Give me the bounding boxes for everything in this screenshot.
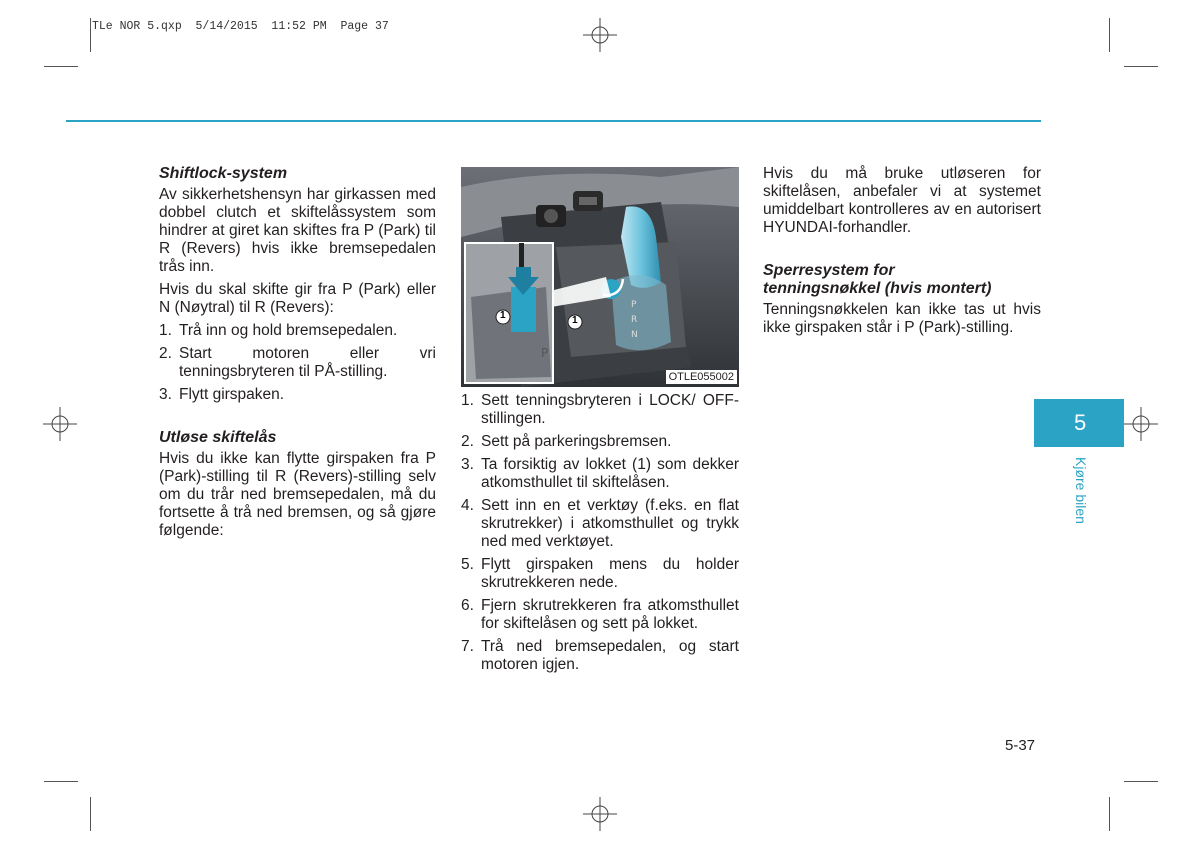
svg-text:P: P (541, 346, 549, 360)
list-item: 3. Ta forsiktig av lokket (1) som dekker atkomsthullet til skiftelåsen. (461, 456, 739, 491)
section-title-key-interlock: Sperresystem for tenningsnøkkel (hvis montert) (763, 262, 992, 297)
crop-mark (90, 18, 91, 52)
release-steps-list (461, 392, 739, 674)
crop-mark (90, 797, 91, 831)
header-rule (66, 120, 1041, 122)
section-title-release: Utløse skiftelås (159, 429, 277, 446)
svg-text:N: N (631, 330, 638, 340)
left-column (159, 165, 436, 545)
chapter-number: 5 (1074, 410, 1087, 435)
list-item: 7. Trå ned bremsepedalen, og start motoren igjen. (461, 638, 739, 673)
right-column (763, 165, 1041, 342)
chapter-tab (1034, 399, 1124, 447)
svg-text:P: P (631, 300, 637, 310)
print-slug: TLe NOR 5.qxp 5/14/2015 11:52 PM Page 37 (92, 20, 389, 33)
shiftlock-figure (461, 167, 739, 387)
list-item: 1. Trå inn og hold bremsepedalen. (159, 322, 398, 339)
crop-mark (1109, 797, 1110, 831)
crop-mark (1124, 66, 1158, 67)
list-item: 6. Fjern skrutrekkeren fra atkomsthullet for skiftelåsen og sett på lokket. (461, 597, 739, 632)
callout-label: 1 (500, 310, 506, 321)
crop-mark (1109, 18, 1110, 52)
svg-text:R: R (631, 315, 638, 325)
paragraph: Hvis du må bruke utløseren for skiftelåsen, anbefaler vi at systemet umiddelbart kontrolleres av en autorisert HYUNDAI-forhandler. (763, 165, 1041, 236)
callout-label: 1 (572, 315, 578, 326)
registration-mark-icon (43, 407, 77, 441)
list-item: 3. Flytt girspaken. (159, 386, 285, 403)
shifter-illustration (461, 167, 739, 387)
list-item: 4. Sett inn en et verktøy (f.eks. en flat skrutrekker) i atkomsthullet og trykk ned med verktøyet. (461, 497, 739, 550)
crop-mark (44, 781, 78, 782)
figure-code: OTLE055002 (666, 370, 737, 384)
registration-mark-icon (583, 18, 617, 52)
paragraph: Hvis du skal skifte gir fra P (Park) eller N (Nøytral) til R (Revers): (159, 281, 436, 316)
registration-mark-icon (1124, 407, 1158, 441)
paragraph: Hvis du ikke kan flytte girspaken fra P (Park)-stilling til R (Revers)-stilling selv om du trår ned bremsepedalen, må du fortsette å trå ned bremsen, og så gjøre følgende: (159, 450, 436, 539)
list-item: 2. Start motoren eller vri tenningsbryteren til PÅ-stilling. (159, 345, 436, 380)
chapter-title: Kjøre bilen (1073, 457, 1089, 524)
steps-list (159, 322, 436, 404)
list-item: 5. Flytt girspaken mens du holder skrutrekkeren nede. (461, 556, 739, 591)
crop-mark (1124, 781, 1158, 782)
crop-mark (44, 66, 78, 67)
list-item: 2. Sett på parkeringsbremsen. (461, 433, 672, 450)
middle-column (461, 392, 739, 679)
page-number: 5-37 (1005, 737, 1036, 754)
paragraph: Tenningsnøkkelen kan ikke tas ut hvis ikke girspaken står i P (Park)-stilling. (763, 301, 1041, 336)
section-title-shiftlock: Shiftlock-system (159, 165, 288, 182)
list-item: 1. Sett tenningsbryteren i LOCK/ OFF-stillingen. (461, 392, 739, 427)
registration-mark-icon (583, 797, 617, 831)
paragraph: Av sikkerhetshensyn har girkassen med dobbel clutch et skiftelåssystem som hindrer at giret kan skiftes fra P (Park) til R (Revers) hvis ikke bremsepedalen trås inn. (159, 186, 436, 275)
